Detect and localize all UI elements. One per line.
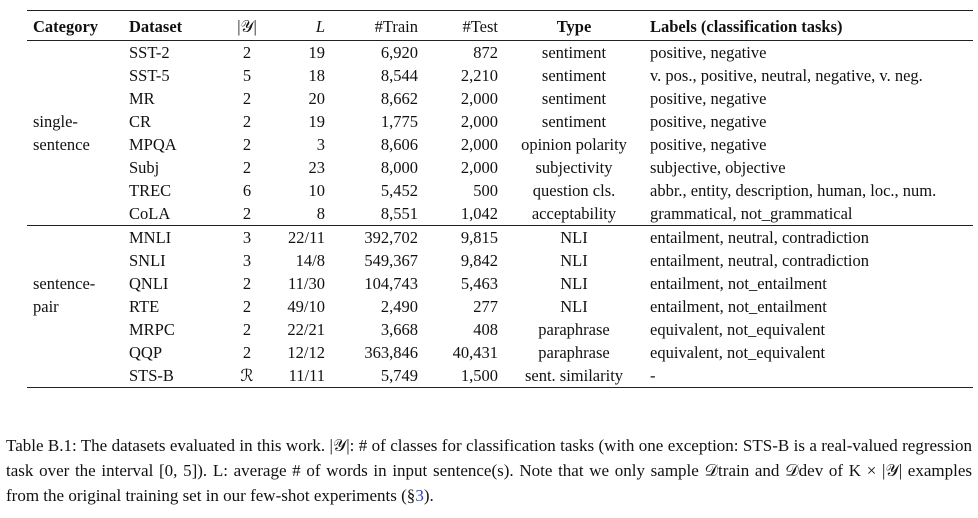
cell-labels: entailment, neutral, contradiction xyxy=(644,226,973,250)
cell-dataset: STS-B xyxy=(129,366,174,385)
cell-dataset: QNLI xyxy=(129,274,169,293)
cell-labels: entailment, neutral, contradiction xyxy=(650,251,870,270)
cell-labels: positive, negative xyxy=(650,89,767,108)
datasets-table xyxy=(27,10,973,388)
cell-category xyxy=(27,364,123,388)
cell-train: 1,775 xyxy=(380,112,418,131)
header-labels: Labels (classification tasks) xyxy=(650,17,843,36)
cell-length: 11/11 xyxy=(288,366,325,385)
cell-category xyxy=(27,64,123,87)
header-num-classes: |𝒴| xyxy=(237,17,257,36)
cell-num-classes: 2 xyxy=(242,89,252,108)
cell-labels: subjective, objective xyxy=(650,158,786,177)
cell-type: NLI xyxy=(560,297,588,316)
cell-category xyxy=(27,202,123,226)
cell-type: sent. similarity xyxy=(524,366,624,385)
table-caption xyxy=(6,433,972,508)
table-row xyxy=(27,318,973,341)
table-row xyxy=(27,249,973,272)
cell-train: 8,544 xyxy=(380,66,418,85)
cell-type: sentiment xyxy=(541,89,607,108)
table-row xyxy=(27,202,973,226)
cell-num-classes: 2 xyxy=(242,297,252,316)
cell-dataset: CR xyxy=(129,112,152,131)
cell-length: 18 xyxy=(308,66,325,85)
cell-category xyxy=(27,179,123,202)
caption-text-end: ). xyxy=(423,486,434,505)
cell-length: 22/11 xyxy=(275,226,331,250)
cell-type: NLI xyxy=(560,251,588,270)
cell-test: 1,500 xyxy=(460,366,498,385)
cell-train: 392,702 xyxy=(331,226,424,250)
cell-labels: entailment, not_entailment xyxy=(650,274,827,293)
header-type: Type xyxy=(556,17,592,36)
cell-num-classes: 5 xyxy=(242,66,252,85)
cell-num-classes: 3 xyxy=(242,251,252,270)
cell-type: sentiment xyxy=(541,66,607,85)
cell-type: NLI xyxy=(504,226,644,250)
cell-length: 23 xyxy=(308,158,325,177)
cell-num-classes: ℛ xyxy=(240,366,254,385)
cell-test: 9,815 xyxy=(424,226,504,250)
cell-labels: equivalent, not_equivalent xyxy=(650,343,826,362)
cell-type: sentiment xyxy=(541,112,607,131)
cell-train: 3,668 xyxy=(380,320,418,339)
cell-length: 14/8 xyxy=(295,251,325,270)
table-row xyxy=(27,272,973,295)
cell-length: 11/30 xyxy=(288,274,325,293)
cell-length: 8 xyxy=(316,204,325,223)
cell-length: 49/10 xyxy=(287,297,325,316)
cell-category xyxy=(27,318,123,341)
cell-num-classes: 2 xyxy=(242,43,252,62)
table-row xyxy=(27,87,973,110)
cell-type: paraphrase xyxy=(538,320,610,339)
cell-dataset: SST-5 xyxy=(129,66,170,85)
cell-category: sentence xyxy=(33,135,90,154)
table-row xyxy=(27,226,973,250)
cell-category xyxy=(27,249,123,272)
cell-test: 408 xyxy=(473,320,498,339)
cell-test: 1,042 xyxy=(460,204,498,223)
cell-length: 22/21 xyxy=(287,320,325,339)
cell-type: question cls. xyxy=(532,181,616,200)
cell-dataset: MPQA xyxy=(129,135,177,154)
cell-test: 40,431 xyxy=(452,343,498,362)
cell-category: pair xyxy=(33,297,59,316)
cell-test: 9,842 xyxy=(460,251,498,270)
cell-length: 20 xyxy=(308,89,325,108)
cell-train: 2,490 xyxy=(380,297,418,316)
cell-dataset: SST-2 xyxy=(129,43,170,62)
table-row xyxy=(27,179,973,202)
cell-category: single- xyxy=(33,112,78,131)
cell-type: acceptability xyxy=(531,204,617,223)
cell-dataset: MRPC xyxy=(129,320,175,339)
cell-dataset: QQP xyxy=(129,343,163,362)
datasets-table-container xyxy=(27,10,973,388)
table-row xyxy=(27,110,973,133)
cell-length: 12/12 xyxy=(287,343,325,362)
cell-train: 104,743 xyxy=(364,274,418,293)
cell-labels: equivalent, not_equivalent xyxy=(650,320,826,339)
cell-type: sentiment xyxy=(541,43,607,62)
cell-labels: positive, negative xyxy=(650,135,767,154)
header-row xyxy=(27,11,973,41)
cell-labels: v. pos., positive, neutral, negative, v. neg. xyxy=(650,66,923,85)
header-test: #Test xyxy=(462,17,498,36)
header-category: Category xyxy=(33,17,99,36)
cell-num-classes: 2 xyxy=(242,158,252,177)
cell-train: 8,551 xyxy=(380,204,418,223)
table-row xyxy=(27,133,973,156)
cell-length: 19 xyxy=(308,43,325,62)
cell-train: 363,846 xyxy=(364,343,418,362)
cell-category: sentence- xyxy=(33,274,96,293)
cell-type: paraphrase xyxy=(538,343,610,362)
cell-category xyxy=(27,156,123,179)
cell-labels: entailment, not_entailment xyxy=(650,297,827,316)
cell-dataset: RTE xyxy=(129,297,160,316)
header-length: L xyxy=(315,17,325,36)
cell-dataset: CoLA xyxy=(129,204,171,223)
cell-labels: - xyxy=(650,366,656,385)
cell-category xyxy=(27,87,123,110)
cell-test: 2,210 xyxy=(460,66,498,85)
cell-labels: grammatical, not_grammatical xyxy=(650,204,853,223)
cell-test: 2,000 xyxy=(460,158,498,177)
cell-dataset: Subj xyxy=(129,158,160,177)
table-row xyxy=(27,341,973,364)
cell-train: 8,000 xyxy=(380,158,418,177)
cell-dataset: TREC xyxy=(129,181,172,200)
header-dataset: Dataset xyxy=(129,17,183,36)
cell-num-classes: 6 xyxy=(242,181,252,200)
cell-category xyxy=(27,226,123,250)
cell-dataset: MR xyxy=(129,89,155,108)
cell-test: 2,000 xyxy=(460,112,498,131)
cell-type: subjectivity xyxy=(535,158,613,177)
cell-num-classes: 2 xyxy=(242,204,252,223)
section-reference-link[interactable]: 3 xyxy=(415,486,424,505)
cell-test: 500 xyxy=(473,181,498,200)
cell-num-classes: 2 xyxy=(242,135,252,154)
header-train: #Train xyxy=(374,17,418,36)
cell-train: 5,749 xyxy=(380,366,418,385)
cell-train: 8,606 xyxy=(380,135,418,154)
cell-train: 8,662 xyxy=(380,89,418,108)
cell-train: 6,920 xyxy=(380,43,418,62)
cell-num-classes: 2 xyxy=(242,320,252,339)
cell-length: 19 xyxy=(308,112,325,131)
cell-dataset: SNLI xyxy=(129,251,166,270)
cell-train: 5,452 xyxy=(380,181,418,200)
cell-test: 2,000 xyxy=(460,89,498,108)
cell-num-classes: 2 xyxy=(242,274,252,293)
table-body xyxy=(27,41,973,388)
cell-labels: abbr., entity, description, human, loc., num. xyxy=(650,181,937,200)
cell-type: opinion polarity xyxy=(521,135,627,154)
cell-labels: positive, negative xyxy=(650,112,767,131)
cell-test: 5,463 xyxy=(460,274,498,293)
table-row xyxy=(27,64,973,87)
cell-type: NLI xyxy=(560,274,588,293)
cell-num-classes: 2 xyxy=(242,112,252,131)
cell-category xyxy=(27,341,123,364)
cell-num-classes: 2 xyxy=(242,343,252,362)
table-row xyxy=(27,295,973,318)
cell-test: 872 xyxy=(473,43,498,62)
cell-test: 277 xyxy=(473,297,498,316)
caption-text: Table B.1: The datasets evaluated in this work. |𝒴|: # of classes for classification tasks (with one exception: STS-B is a real-valued regression task over the interval [0, 5]). L: average # of words in input sentence(s). Note that we only sample 𝒟train and 𝒟dev of K × |𝒴| examples from the original training set in our few-shot experiments (§ xyxy=(6,436,972,505)
table-row xyxy=(27,364,973,388)
cell-labels: positive, negative xyxy=(650,43,767,62)
table-row xyxy=(27,156,973,179)
cell-train: 549,367 xyxy=(364,251,418,270)
cell-test: 2,000 xyxy=(460,135,498,154)
cell-length: 3 xyxy=(316,135,325,154)
cell-num-classes: 3 xyxy=(219,226,275,250)
cell-category xyxy=(27,41,123,65)
table-row xyxy=(27,41,973,65)
cell-dataset: MNLI xyxy=(123,226,219,250)
cell-length: 10 xyxy=(308,181,325,200)
